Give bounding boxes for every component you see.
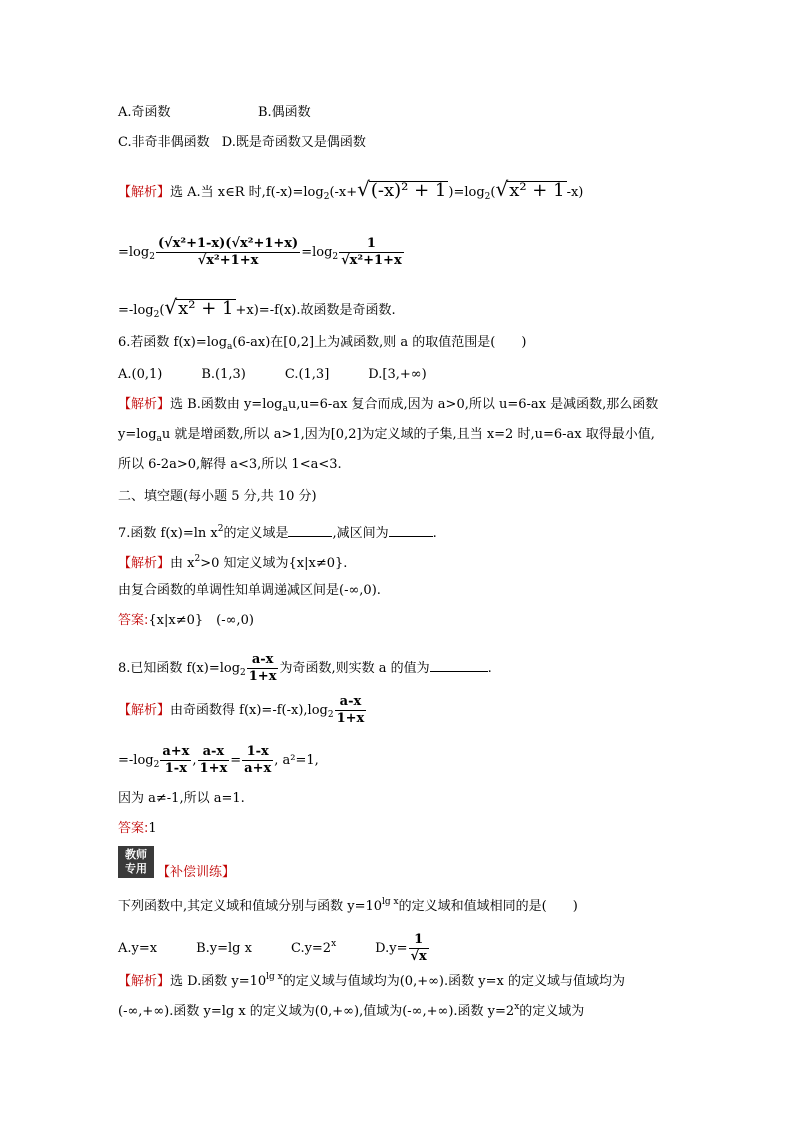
q6-solution-line2 <box>118 426 655 448</box>
q6-stem-end: (6-ax)在[0,2]上为减函数,则 a 的取值范围是( ) <box>232 335 527 350</box>
log-base: 2 <box>149 252 155 262</box>
frac-den: √x²+1+x <box>341 253 402 268</box>
teacher-badge <box>118 846 154 878</box>
q5-option-b: B.偶函数 <box>258 105 311 120</box>
q5-sol-intro: 选 A.当 x∈R 时, <box>170 185 266 200</box>
sqrt-sign: √ <box>357 177 370 201</box>
q5-sol2-prefix: =log <box>118 245 150 260</box>
frac-num: a-x <box>198 744 230 761</box>
q5-sol-root2: x² + 1 <box>509 180 565 201</box>
q5-sol2-eq: =log <box>301 245 333 260</box>
log-base: 2 <box>153 310 160 320</box>
answer-blank <box>288 536 332 537</box>
extra-title: 【补偿训练】 <box>157 865 236 880</box>
frac-num: a-x <box>335 694 367 711</box>
jiexi-label: 【解析】 <box>118 556 171 571</box>
jiexi-label: 【解析】 <box>118 974 171 989</box>
q5-solution-line2 <box>118 236 405 269</box>
frac-num: 1-x <box>242 744 273 761</box>
answer-blank <box>389 536 433 537</box>
q5-sol3-root: x² + 1 <box>178 298 234 319</box>
q8-solution-line3: 因为 a≠-1,所以 a=1. <box>118 791 245 806</box>
q7-answer-value: {x|x≠0} (-∞,0) <box>148 613 254 628</box>
log-base: 2 <box>327 710 334 720</box>
exponent: 2 <box>194 554 201 564</box>
q7-stem-c: ,减区间为 <box>332 526 389 541</box>
q5-sol2-frac <box>156 236 300 269</box>
frac-num: (√x²+1-x)(√x²+1+x) <box>157 236 299 251</box>
q6-solution-line3: 所以 6-2a>0,解得 a<3,所以 1<a<3. <box>118 457 342 472</box>
frac-den: 1+x <box>248 669 277 684</box>
log-base: 2 <box>153 760 160 770</box>
jiexi-label: 【解析】 <box>118 397 171 412</box>
log-base: a <box>282 404 288 414</box>
extra-sol2-b: 的定义域为 <box>519 1004 585 1019</box>
answer-blank <box>430 671 488 672</box>
q5-sol-end: -x) <box>566 185 584 200</box>
q8-sol1-frac <box>335 694 367 727</box>
q8-sol2-frac2 <box>198 744 230 777</box>
q7-stem-d: . <box>432 526 437 541</box>
q8-sol2-end: , a²=1, <box>274 753 319 768</box>
answer-label: 答案: <box>118 821 149 836</box>
extra-sol1-b: 的定义域与值域均为(0,+∞).函数 y=x 的定义域与值域均为 <box>282 974 625 989</box>
frac-den: √x <box>410 949 427 964</box>
q5-options-cd <box>118 134 366 152</box>
log-base: 2 <box>323 192 330 202</box>
badge-line1: 教师 <box>125 848 147 861</box>
exponent: lg x <box>266 972 283 982</box>
q6-options: A.(0,1) B.(1,3) C.(1,3] D.[3,+∞) <box>118 367 427 382</box>
log-base: 2 <box>484 192 491 202</box>
q8-solution-line2: $=-\log_2$ $\frac{a+x}{1-x}$ , $\frac{a-x}{1+x}$ = $\frac{1-x}{a+x}$ , a²=1, <box>118 744 319 776</box>
extra-stem <box>118 893 578 916</box>
q8-sol2-a: =-log <box>118 753 154 768</box>
sqrt-sign: √ <box>164 295 178 319</box>
q5-option-a: A.奇函数 <box>118 105 171 120</box>
badge-line2: 专用 <box>125 862 147 875</box>
q6-sol2-a: y=log <box>118 427 157 442</box>
frac-num: a-x <box>247 652 279 669</box>
q5-sol2-frac2 <box>339 236 404 269</box>
exponent: x <box>331 939 337 949</box>
exponent: lg x <box>382 897 399 907</box>
exponent: 2 <box>217 524 224 534</box>
q8-sol1: 由奇函数得 f(x)=-f(-x),log <box>170 703 328 718</box>
q8-solution-line1 <box>118 694 367 727</box>
extra-options-abc: A.y=x B.y=lg x C.y=2 <box>118 941 332 956</box>
q5-sol3-prefix: =-log <box>118 303 154 318</box>
q6-stem-a: 6.若函数 f(x)=log <box>118 335 228 350</box>
log-base: a <box>156 434 162 444</box>
q8-stem-c: . <box>487 661 492 676</box>
q6-sol2-end: u 就是增函数,所以 a>1,因为[0,2]为定义域的子集,且当 x=2 时,u=6-ax 取得最小值, <box>161 427 655 442</box>
frac-num: 1 <box>409 932 429 949</box>
extra-options <box>118 932 430 965</box>
extra-solution-line1 <box>118 968 625 991</box>
q8-stem <box>118 652 492 685</box>
q5-sol-eq: )=log <box>448 185 485 200</box>
q7-stem-a: 7.函数 f(x)=ln x <box>118 526 218 541</box>
frac-den: 1+x <box>199 761 228 776</box>
q5-solution-line1: 【解析】选 A.当 x∈R 时$,f(-x)=\log_2(-x+√(-x)^2 + 1$ )$=\log_2(√x^2 + 1$ -x) <box>118 177 584 202</box>
q5-option-d: D.既是奇函数又是偶函数 <box>221 135 366 150</box>
extra-sol2-a: (-∞,+∞).函数 y=lg x 的定义域为(0,+∞),值域为(-∞,+∞).函数 y=2 <box>118 1004 515 1019</box>
q7-stem <box>118 520 437 543</box>
q8-answer-value: 1 <box>148 821 157 836</box>
exponent: x <box>514 1002 520 1012</box>
q5-sol-lhs: f(-x)=log <box>265 185 324 200</box>
q8-frac <box>247 652 279 685</box>
extra-solution-line2 <box>118 998 584 1021</box>
q7-solution-line1 <box>118 550 347 573</box>
q5-sol3-end: +x)=-f(x).故函数是奇函数. <box>235 303 396 318</box>
frac-num: a+x <box>162 744 190 759</box>
extra-stem-end: 的定义域和值域相同的是( ) <box>398 899 578 914</box>
answer-label: 答案: <box>118 613 149 628</box>
q7-answer <box>118 612 254 630</box>
frac-den: 1+x <box>336 711 365 726</box>
q7-solution-line2: 由复合函数的单调性知单调递减区间是(-∞,0). <box>118 583 381 598</box>
q7-sol1-a: 由 x <box>170 556 195 571</box>
frac-den: a+x <box>244 761 272 776</box>
q5-sol-mid: (-x+ <box>329 185 358 200</box>
q7-stem-b: 的定义域是 <box>223 526 289 541</box>
jiexi-label: 【解析】 <box>118 703 171 718</box>
extra-sol1-a: 选 D.函数 y=10 <box>170 974 267 989</box>
q6-solution-line1 <box>118 396 658 418</box>
log-base: 2 <box>332 252 339 262</box>
q8-sol2-frac3 <box>242 744 273 777</box>
q5-sol-root: (-x)² + 1 <box>370 180 447 201</box>
q5-solution-line3: $=-\log_2(√x^2 + 1 +x)=-f(x)$.故函数是奇函数. <box>118 295 396 320</box>
q7-sol1-b: >0 知定义域为{x|x≠0}. <box>200 556 348 571</box>
extra-opt-d-frac <box>409 932 429 965</box>
q5-option-c: C.非奇非偶函数 <box>118 135 210 150</box>
section-title: 二、填空题(每小题 5 分,共 10 分) <box>118 489 317 504</box>
q6-sol1-a: 选 B.函数由 y=log <box>170 397 283 412</box>
q6-stem <box>118 334 526 356</box>
extra-option-d: D.y= <box>336 941 408 956</box>
q8-stem-a: 8.已知函数 f(x)=log <box>118 661 241 676</box>
extra-stem-a: 下列函数中,其定义域和值域分别与函数 y=10 <box>118 899 383 914</box>
q6-sol1-end: u,u=6-ax 复合而成,因为 a>0,所以 u=6-ax 是减函数,那么函数 <box>287 397 659 412</box>
frac-num: 1 <box>339 236 404 253</box>
log-base: 2 <box>240 668 246 678</box>
q8-sol2-frac1 <box>160 744 191 777</box>
q8-answer <box>118 820 157 838</box>
sqrt-sign: √ <box>495 177 509 201</box>
q8-stem-b: 为奇函数,则实数 a 的值为 <box>279 661 430 676</box>
q8-sol2-eq: = <box>230 753 242 768</box>
frac-den: 1-x <box>164 761 187 776</box>
frac-den: √x²+1+x <box>197 253 259 268</box>
jiexi-label: 【解析】 <box>118 185 171 200</box>
log-base: a <box>227 342 233 352</box>
